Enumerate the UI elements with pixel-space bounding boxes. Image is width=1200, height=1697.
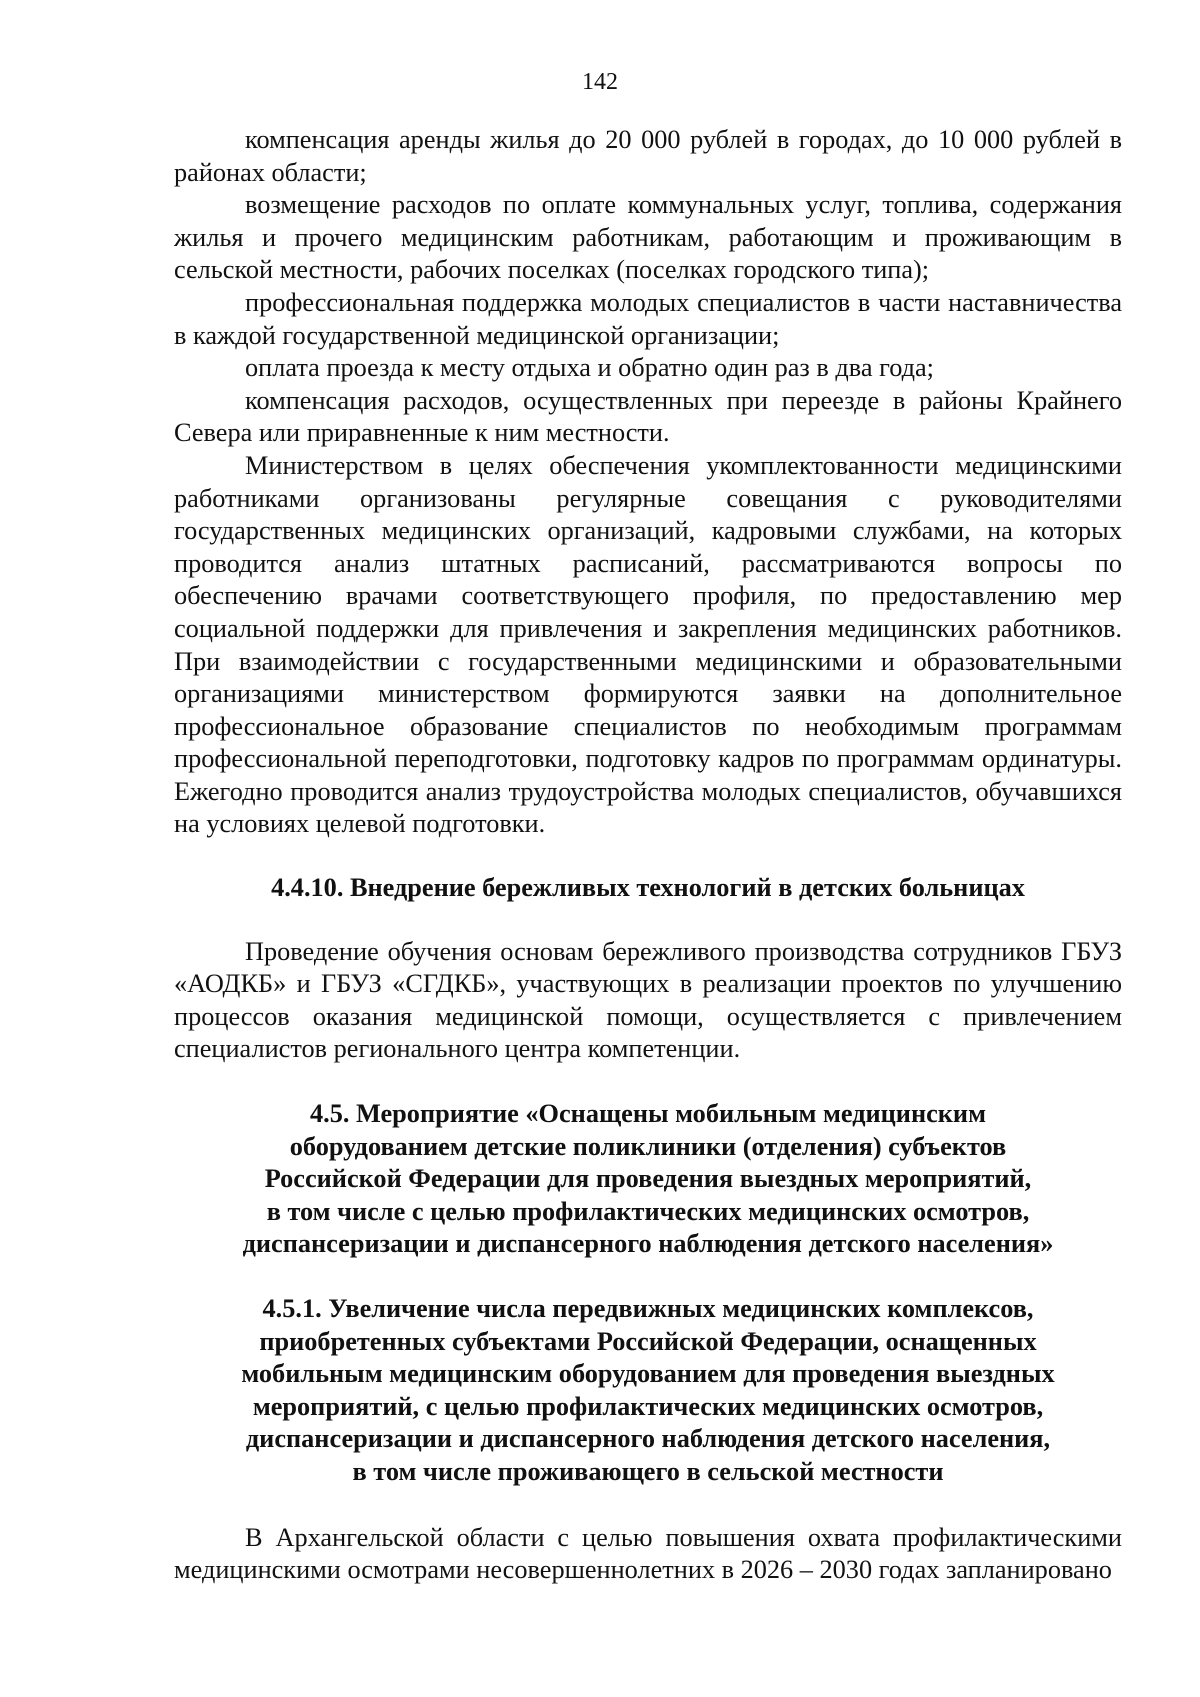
page-number: 142 [582, 69, 618, 95]
paragraph-rent-compensation: компенсация аренды жилья до 20 000 рублей в городах, до 10 000 рублей в районах области; [174, 125, 1122, 187]
paragraph-travel-payment: оплата проезда к месту отдыха и обратно один раз в два года; [245, 353, 934, 383]
section-heading-4-4-10: 4.4.10. Внедрение бережливых технологий в детских больницах [271, 873, 1025, 903]
heading-line: 4.5. Мероприятие «Оснащены мобильным медицинским [310, 1099, 986, 1129]
paragraph-mentoring-support: профессиональная поддержка молодых специалистов в части наставничества в каждой государственной медицинской организации; [174, 287, 1122, 350]
paragraph-relocation-compensation: компенсация расходов, осуществленных при переезде в районы Крайнего Севера или приравненные к ним местности. [174, 385, 1122, 448]
section-heading-4-5 [174, 1098, 1122, 1261]
heading-line: в том числе проживающего в сельской местности [352, 1456, 944, 1486]
paragraph-lean-training: Проведение обучения основам бережливого производства сотрудников ГБУЗ «АОДКБ» и ГБУЗ «СГДКБ», участвующих в реализации проектов по улучшению процессов оказания медицинской помощи, осуществляется с привлечением специалистов регионального центра компетенции. [174, 936, 1122, 1064]
paragraph-utilities-reimbursement: возмещение расходов по оплате коммунальных услуг, топлива, содержания жилья и прочего медицинским работникам, работающим и проживающим в сельской местности, рабочих поселках (поселках городского типа); [174, 190, 1122, 285]
heading-line: диспансеризации и диспансерного наблюдения детского населения» [242, 1229, 1054, 1259]
heading-line: в том числе с целью профилактических медицинских осмотров, [266, 1196, 1030, 1226]
document-body [174, 124, 1122, 1587]
paragraph-ministry-staffing: Министерством в целях обеспечения укомплектованности медицинскими работниками организованы регулярные совещания с руководителями государственных медицинских организаций, кадровыми службами, на которых проводится анализ штатных расписаний, рассматриваются вопросы по обеспечению врачами соответствующего профиля, по предоставлению мер социальной поддержки для привлечения и закрепления медицинских работников. При взаимодействии с государственными медицинскими и образовательными организациями министерством формируются заявки на дополнительное профессиональное образование специалистов по необходимым программам профессиональной переподготовки, подготовку кадров по программам ординатуры. Ежегодно проводится анализ трудоустройства молодых специалистов, обучавшихся на условиях целевой подготовки. [174, 450, 1122, 839]
heading-line: мероприятий, с целью профилактических медицинских осмотров, [252, 1391, 1044, 1421]
heading-line: оборудованием детские поликлиники (отделения) субъектов [289, 1131, 1007, 1161]
section-heading-4-5-1 [174, 1293, 1122, 1489]
paragraph-arkhangelsk-plan: В Архангельской области с целью повышения охвата профилактическими медицинскими осмотрами несовершеннолетних в 2026 – 2030 годах запланировано [174, 1522, 1122, 1585]
heading-line: приобретенных субъектами Российской Федерации, оснащенных [259, 1326, 1037, 1356]
heading-line: 4.5.1. Увеличение числа передвижных медицинских комплексов, [262, 1294, 1034, 1323]
heading-line: диспансеризации и диспансерного наблюдения детского населения, [245, 1424, 1051, 1454]
heading-line: мобильным медицинским оборудованием для проведения выездных [241, 1359, 1055, 1389]
heading-line: Российской Федерации для проведения выездных мероприятий, [264, 1164, 1032, 1194]
